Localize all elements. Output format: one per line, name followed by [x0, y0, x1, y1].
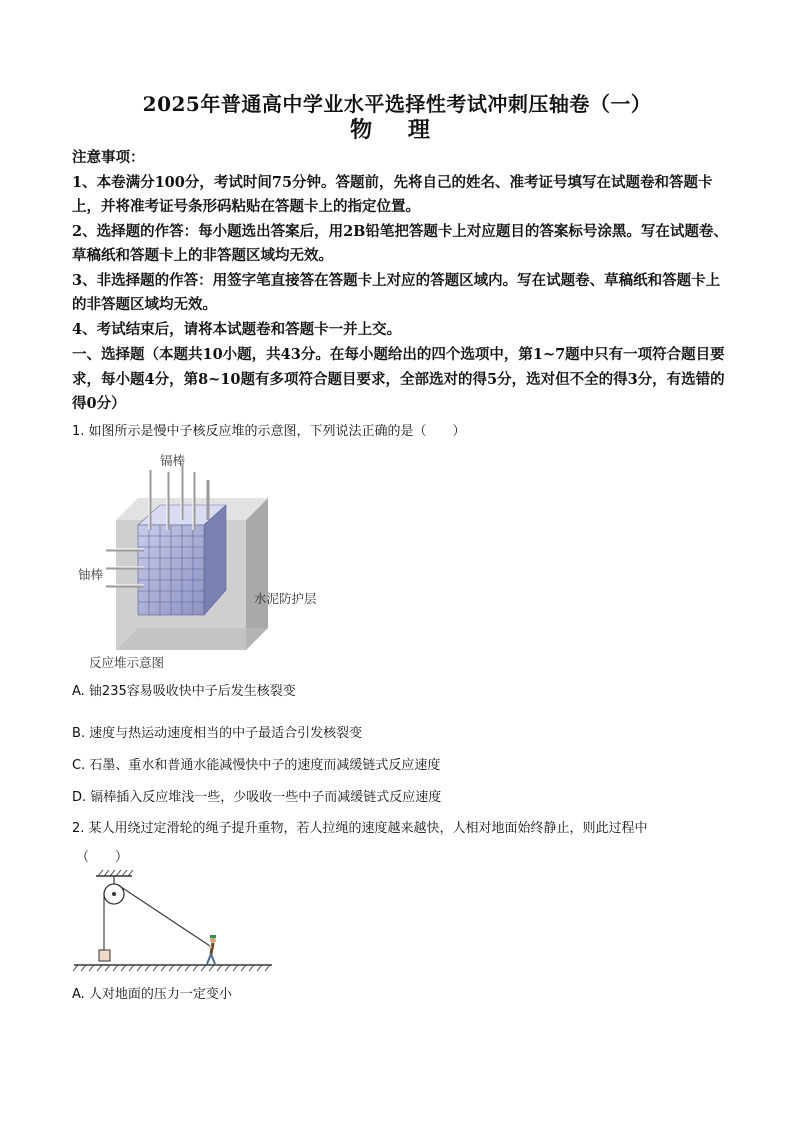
- notice-item-4: 4、考试结束后，请将本试题卷和答题卡一并上交。: [72, 320, 402, 338]
- q1-option-b: B. 速度与热运动速度相当的中子最适合引发核裂变: [72, 726, 363, 741]
- figure-caption: 反应堆示意图: [89, 655, 165, 670]
- notice-item-3: 3、非选择题的作答：用签字笔直接答在答题卡上对应的答题区域内。写在试题卷、草稿纸和答题卡上的非答题区域均无效。: [72, 271, 721, 313]
- q1-option-a: A. 铀235容易吸收快中子后发生核裂变: [72, 684, 296, 699]
- label-concrete-shield: 水泥防护层: [254, 591, 317, 606]
- person-figure: [207, 935, 216, 964]
- q2-option-a: A. 人对地面的压力一定变小: [72, 987, 232, 1002]
- notice-item-2: 2、选择题的作答：每小题选出答案后，用2B铅笔把答题卡上对应题目的答案标号涂黑。写在试题卷、草稿纸和答题卡上的非答题区域均无效。: [72, 222, 728, 264]
- notice-item-1: 1、本卷满分100分，考试时间75分钟。答题前，先将自己的姓名、准考证号填写在试题卷和答题卡上，并将准考证号条形码粘贴在答题卡上的指定位置。: [72, 173, 713, 215]
- q1-option-c: C. 石墨、重水和普通水能减慢快中子的速度而减缓链式反应速度: [72, 758, 441, 773]
- section-heading: 一、选择题（本题共10小题，共43分。在每小题给出的四个选项中，第1~7题中只有一项符合题目要求，每小题4分，第8~10题有多项符合题目要求，全部选对的得5分，选对但不全的得3分，有选错的得0分）: [72, 346, 725, 412]
- notice-heading: 注意事项：: [72, 149, 145, 166]
- reactor-diagram: [86, 450, 336, 675]
- label-uranium-rod: 铀棒: [78, 567, 104, 582]
- pulley-diagram: [70, 868, 280, 976]
- weight-block: [99, 950, 110, 961]
- question-2-paren: （ ）: [76, 850, 129, 865]
- subject-title: 物 理: [350, 117, 444, 143]
- notice-block: [72, 146, 732, 342]
- label-cadmium-rod: 镉棒: [160, 453, 186, 468]
- question-1-stem: 1. 如图所示是慢中子核反应堆的示意图，下列说法正确的是（ ）: [72, 424, 466, 439]
- exam-title: 2025年普通高中学业水平选择性考试冲刺压轴卷（一）: [142, 92, 652, 116]
- question-2-stem: 2. 某人用绕过定滑轮的绳子提升重物，若人拉绳的速度越来越快，人相对地面始终静止，则此过程中: [72, 821, 648, 836]
- q1-option-d: D. 镉棒插入反应堆浅一些，少吸收一些中子而减缓链式反应速度: [72, 790, 442, 805]
